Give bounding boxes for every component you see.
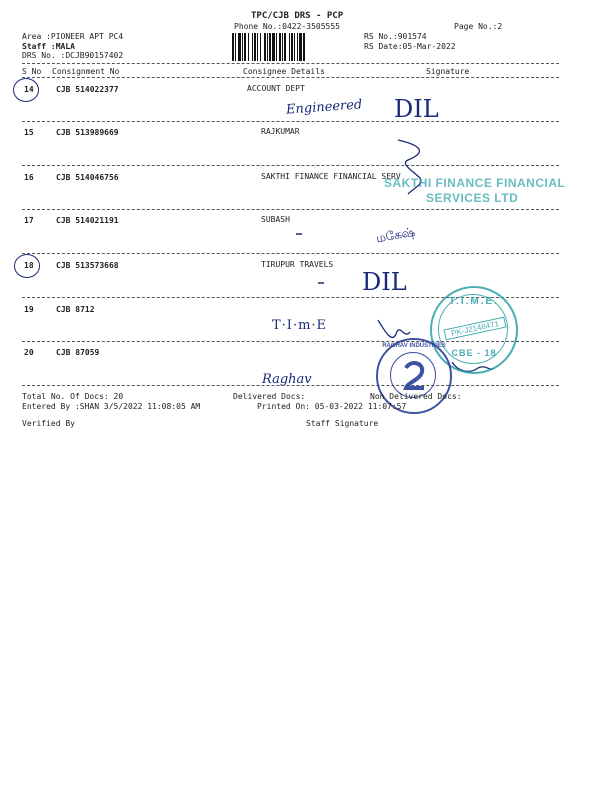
printed-on: Printed On: 05-03-2022 11:07:57 [257,402,407,411]
col-consignee: Consignee Details [243,67,325,76]
row-consignment-no: CJB 513989669 [56,128,119,137]
row-consignee: SAKTHI FINANCE FINANCIAL SERV [261,172,401,181]
row-sno: 18 [24,261,34,270]
time-stamp-title: T.I.M.E. [449,296,499,307]
row-sno: 16 [24,173,34,182]
signature-scribble [378,320,410,337]
raghav-logo-icon [400,360,428,390]
handwritten-signature: DIL [362,268,407,296]
row-consignment-no: CJB 87059 [56,348,100,357]
staff-signature: Staff Signature [306,419,379,428]
staff-label: Staff :MALA [22,42,75,51]
phone-number: Phone No.:0422-3505555 [234,22,340,31]
rs-date: RS Date:05-Mar-2022 [364,42,456,51]
verified-by: Verified By [22,419,75,428]
handwritten-note: Engineered [285,97,363,118]
row-consignment-no: CJB 513573668 [56,261,119,270]
row-sno: 20 [24,348,34,357]
row-sno: 17 [24,216,34,225]
company-stamp-line2: SERVICES LTD [426,191,519,205]
col-sno: S No [22,67,42,76]
row-consignee: ACCOUNT DEPT [247,84,305,93]
company-stamp-line1: SAKTHI FINANCE FINANCIAL [384,176,566,190]
col-signature: Signature [426,67,470,76]
row-consignment-no: CJB 514046756 [56,173,119,182]
row-consignment-no: CJB 8712 [56,305,95,314]
row-consignment-no: CJB 514022377 [56,85,119,94]
handwritten-signature: மகேஷ் [374,224,417,246]
handwritten-name: Raghav [262,372,312,387]
col-consignment: Consignment No [52,67,120,76]
time-stamp-id: PK-J2148471 [444,317,507,341]
entered-by: Entered By :SHAN 3/5/2022 11:08:05 AM [22,402,201,411]
drs-number: DRS No. :DCJB90157402 [22,51,124,60]
row-consignment-no: CJB 514021191 [56,216,119,225]
handwritten-note: T·I·m·E [272,318,328,333]
row-sno: 19 [24,305,34,314]
handwritten-signature: DIL [394,95,439,123]
report-title: TPC/CJB DRS - PCP [251,11,344,21]
raghav-stamp-ring-text: RAGHAV INDUSTRIES [382,343,446,349]
page-number: Page No.:2 [454,22,503,31]
row-consignee: RAJKUMAR [261,127,300,136]
total-docs: Total No. Of Docs: 20 [22,392,124,401]
row-sno: 14 [24,85,34,94]
time-stamp-city: CBE - 18 [451,348,497,358]
rs-number: RS No.:901574 [364,32,427,41]
area-label: Area :PIONEER APT PC4 [22,32,124,41]
row-consignee: TIRUPUR TRAVELS [261,260,334,269]
delivered-docs: Delivered Docs: [233,392,306,401]
row-consignee: SUBASH [261,215,290,224]
row-sno: 15 [24,128,34,137]
non-delivered-docs: Non Delivered Docs: [370,392,462,401]
